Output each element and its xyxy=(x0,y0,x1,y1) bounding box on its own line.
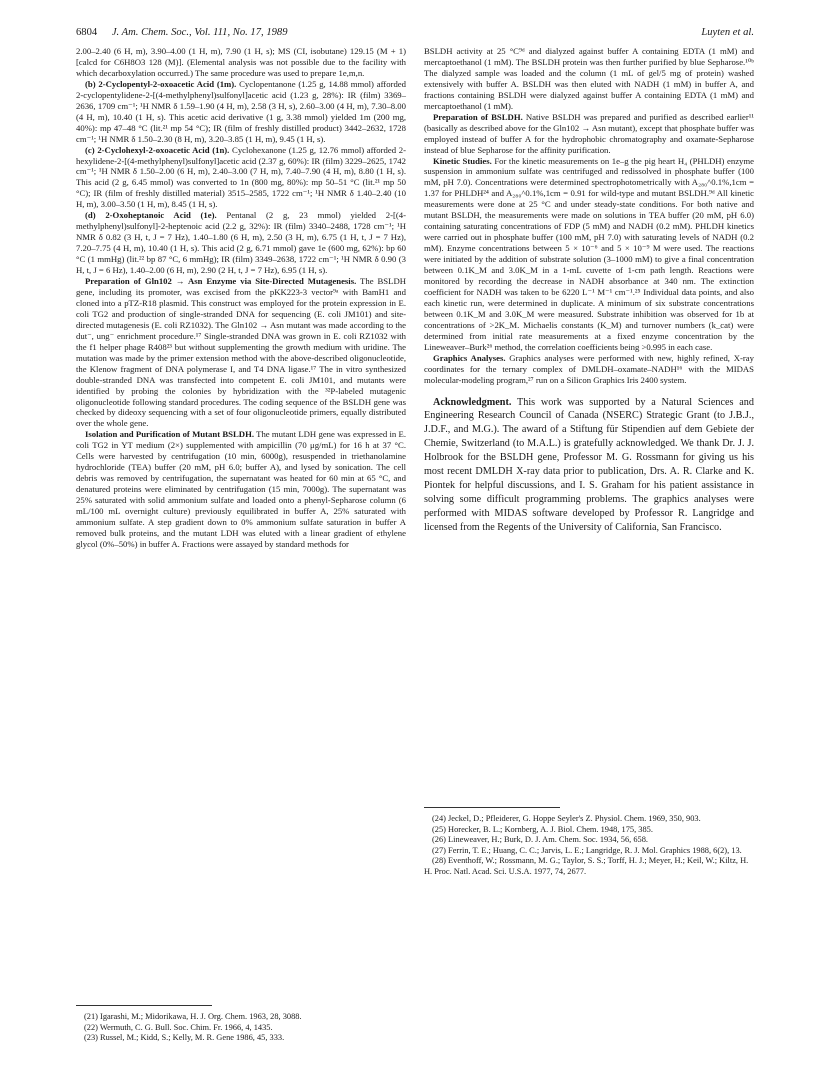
header-left xyxy=(76,26,288,40)
footnote: (23) Russel, M.; Kidd, S.; Kelly, M. R. Gene 1986, 45, 333. xyxy=(84,1033,285,1043)
paragraph xyxy=(424,46,754,112)
paragraph-heading: Graphics Analyses. xyxy=(433,352,506,363)
paragraph-text: Pentanal (2 g, 23 mmol) yielded 2-[(4-methylphenyl)sulfonyl]-2-heptenoic acid (2.2 g, 32%): IR (film) 3340–2488, 1728 cm⁻¹; ¹H NMR δ 0.82 (3 H, t, J = 7 Hz), 1.40–1.80 (6 H, m), 2.50 (3 H, m), 6.75 (1 H, t, J = 7 Hz), 7.20–7.75 (4 H, m), 10.40 (1 H, s). This acid (2 g, 6.71 mmol) gave 1e (600 mg, 62%): bp 60 °C (1 mmHg) (lit.²² bp 87 °C, 6 mmHg); IR (film) 3349–2638, 1722 cm⁻¹; ¹H NMR δ 0.90 (3 H, t, J = 6 Hz), 1.40–2.00 (6 H, m), 2.90 (2 H, t, J = 7 Hz), 6.95 (1 H, s). xyxy=(76,210,406,276)
footnote: (24) Jeckel, D.; Pfleiderer, G. Hoppe Seyler's Z. Physiol. Chem. 1969, 350, 903. xyxy=(432,814,701,823)
footnotes-right xyxy=(424,807,749,878)
paragraph xyxy=(76,429,406,549)
paragraph-heading: (b) 2-Cyclopentyl-2-oxoacetic Acid (1m). xyxy=(85,78,237,89)
paragraph xyxy=(76,276,406,429)
right-column xyxy=(424,46,754,535)
footnote: (21) Igarashi, M.; Midorikawa, H. J. Org. Chem. 1963, 28, 3088. xyxy=(84,1012,302,1021)
header-authors: Luyten et al. xyxy=(701,27,754,38)
paragraph xyxy=(76,79,406,145)
paragraph-text: Cyclohexanone (1.25 g, 12.76 mmol) afforded 2-hexylidene-2-[(4-methylphenyl)sulfonyl]acetic acid (2.37 g, 60%): IR (film) 3229–2625, 1742 cm⁻¹; ¹H NMR δ 1.50–2.00 (6 H, m), 2.40–3.00 (7 H, m), 7.40–7.90 (4 H, m), 8.80 (1 H, s). This acid (2 g, 6.45 mmol) was converted to 1n (800 mg, 80%): mp 50–51 °C (lit.²¹ mp 50 °C); IR (film of freshly distilled material) 3515–2585, 1722 cm⁻¹; ¹H NMR δ 1.40–2.40 (10 H, m), 3.00–3.50 (1 H, m), 8.45 (1 H, s). xyxy=(76,144,406,210)
paragraph-heading: (d) 2-Oxoheptanoic Acid (1e). xyxy=(85,210,217,221)
running-header xyxy=(76,26,754,40)
acknowledgment-section xyxy=(424,396,754,535)
paragraph-text: 2.00–2.40 (6 H, m), 3.90–4.00 (1 H, m), 7.90 (1 H, s); MS (CI, isobutane) 129.15 (M + 1) [calcd for C6H8O3 128 (M)]. (Elemental analysis was not possible due to the facility with which decarboxylation occurred.) The same procedure was used to prepare 1e,m,n. xyxy=(76,46,406,78)
footnote: (22) Wermuth, C. G. Bull. Soc. Chim. Fr. 1966, 4, 1435. xyxy=(84,1022,273,1032)
footnote: (27) Ferrin, T. E.; Huang, C. C.; Jarvis, L. E.; Langridge, R. J. Mol. Graphics 1988, 6(2), 13. xyxy=(432,845,742,855)
left-column xyxy=(76,46,406,550)
footnote: (25) Horecker, B. L.; Kornberg, A. J. Biol. Chem. 1948, 175, 385. xyxy=(432,824,653,834)
journal-citation: J. Am. Chem. Soc., Vol. 111, No. 17, 1989 xyxy=(111,27,288,38)
paragraph-text: Graphics analyses were performed with new, highly refined, X-ray coordinates for the ternary complex of DMLDH–oxamate–NADH¹⁶ with the MIDAS molecular-modeling program,²⁷ run on a Silicon Graphics Iris 2400 system. xyxy=(424,352,754,385)
acknowledgment-heading: Acknowledgment. xyxy=(433,396,512,408)
paragraph xyxy=(424,156,754,353)
paragraph-heading: Preparation of Gln102 → Asn Enzyme via Site-Directed Mutagenesis. xyxy=(85,276,357,287)
footnote: (28) Eventhoff, W.; Rossmann, M. G.; Taylor, S. S.; Torff, H. J.; Meyer, H.; Keil, W.; Kiltz, H. H. Proc. Natl. Acad. Sci. U.S.A. 1977, 74, 2677. xyxy=(424,856,749,876)
paragraph xyxy=(424,353,754,386)
paragraph xyxy=(76,145,406,211)
paragraph-heading: Kinetic Studies. xyxy=(433,155,492,166)
paragraph-text: The BSLDH gene, including its promoter, was excised from the pKK223-3 vector⁹ᵃ with BamH1 and cloned into a pTZ-R18 plasmid. This construct was employed for the protein expression in E. coli TG2 and production of single-stranded DNA for sequencing (E. coli JM101) and site-directed mutagenesis (E. coli RZ1032). The Gln102 → Asn mutant was made according to the dut⁻, ung⁻ enrichment procedure.¹⁷ Single-stranded DNA was grown in E. coli RZ1032 with the f1 helper phage R408²³ but without supplementing the growth medium with uridine. The mutation was made by the primer extension method with the above-described oligonucleotide, the Klenow fragment of DNA polymerase I, and T4 DNA ligase.¹⁷ The in vitro synthesized double-stranded DNA was transfected into competent E. coli JM101, and mutants were identified by probing the colonies by hybridization with the ³²P-labeled mutagenic oligonucleotide following standard procedures. The coding sequence of the BSLDH gene was checked by dideoxy sequencing with a set of four oligonucleotide primers, equally distributed over the whole gene. xyxy=(76,276,406,429)
paragraph-heading: Preparation of BSLDH. xyxy=(433,111,523,122)
paragraph-text: BSLDH activity at 25 °C⁹ᵈ and dialyzed against buffer A containing EDTA (1 mM) and mercaptoethanol (1 mM). The BSLDH protein was then further purified by blue Sepharose.¹⁰ᵇ The dialyzed sample was loaded and the column (1 mL of gel/5 mg of protein) washed extensively with buffer A. BSLDH was then eluted with NADH (1 mM) in buffer A, and fractions containing BSLDH were dialyzed against buffer A containing EDTA (1 mM) and mercaptoethanol (1 mM). xyxy=(424,46,754,111)
paragraph xyxy=(76,46,406,79)
paragraph-text: The mutant LDH gene was expressed in E. coli TG2 in YT medium (2×) supplemented with ampicillin (70 μg/mL) for 16 h at 37 °C. Cells were harvested by centrifugation (10 min, 6000g), resuspended in triethanolamine hydrochloride (TEA) buffer (20 mM, pH 6.0; buffer A), and lysed by sonication. The cell debris was removed by centrifugation, the supernatant was heated for 60 min at 65 °C, and denatured proteins were eliminated by centrifugation (15 min, 7000g). The supernatant was 25% saturated with solid ammonium sulfate and loaded onto a phenyl-Sepharose column (6 mL/100 mL overnight culture) previously equilibrated in buffer A, 25% saturated with ammonium sulfate. A step gradient down to 0% ammonium sulfate saturation in buffer A removed bulk proteins, and the mutant LDH was eluted with a linear gradient of ethylene glycol (0%–50%) in buffer A. Fractions were assayed by standard methods for xyxy=(76,429,406,549)
page-number: 6804 xyxy=(76,27,98,38)
paragraph-text: Native BSLDH was prepared and purified as described earlier¹¹ (basically as described above for the Gln102 → Asn mutant), except that phosphate buffer was employed instead of buffer A for the hydrophobic chromatography and oxamate-Sepharose instead of blue Sepharose for the affinity purification. xyxy=(424,111,754,155)
paragraph-text: Cyclopentanone (1.25 g, 14.88 mmol) afforded 2-cyclopentylidene-2-[(4-methylphenyl)sulfonyl]acetic acid (1.23 g, 28%): IR (film) 3369–2636, 1709 cm⁻¹; ¹H NMR δ 1.59–1.90 (4 H, m), 2.58 (3 H, s), 2.60–3.00 (4 H, m), 7.30–8.00 (4 H, m), 10.40 (1 H, s). This acetic acid derivative (1 g, 3.38 mmol) yielded 1m (200 mg, 40%): mp 47–48 °C (lit.²¹ mp 54 °C); IR (film of freshly distilled product) 3442–2632, 1728 cm⁻¹; ¹H NMR δ 1.50–2.30 (8 H, m), 3.20–3.85 (1 H, m), 9.45 (1 H, s). xyxy=(76,78,406,144)
acknowledgment-text: This work was supported by a Natural Sciences and Engineering Research Council of Canada (NSERC) Strategic Grant (to J.B.J., J.D.F., and M.G.). The award of a Stiftung für Stipendien auf dem Gebiete der Chemie, Switzerland (to M.A.L.) is gratefully acknowledged. We thank Dr. J. J. Holbrook for the BSLDH gene, Professor M. G. Rossmann for giving us his most recent DMLDH X-ray data prior to publication, Drs. A. R. Clarke and K. Piontek for helpful discussions, and I. S. Graham for his patient assistance in solving some difficult programming problems. The graphics analyses were performed with MIDAS software developed by Professor R. Langridge and licensed from the Regents of the University of California, San Francisco. xyxy=(424,396,754,533)
paragraph-text: For the kinetic measurements on 1e–g the pig heart H₄ (PHLDH) enzyme suspension in ammonium sulfate was centrifuged and redissolved in phosphate buffer (100 mM, pH 7.0). Concentrations were determined spectrophotometrically with A₂₈₀^0.1%,1cm = 1.37 for PHLDH²⁴ and A₂₈₀^0.1%,1cm = 0.91 for wild-type and mutant BSLDH.⁹ᵈ All kinetic measurements were done at 25 °C and under steady-state conditions. For both native and mutant BSLDH, the measurements were made on solutions in TEA buffer (20 mM, pH 6.0) containing saturating concentrations of FDP (5 mM) and NADH (0.2 mM). PHLDH kinetics were carried out in phosphate buffer (100 mM, pH 7.0) with saturating levels of NADH (0.2 mM). Enzyme concentrations between 5 × 10⁻⁶ and 5 × 10⁻⁹ M were used. The reactions were initiated by the addition of substrate solution (3–1000 mM) to give a final concentration between 0.1K_M and 3.0K_M in a 1-mL cuvette of 1-cm path length. Reactions were monitored by recording the decrease in NADH absorbance at 340 nm. The extinction coefficient for NADH was taken to be 6220 L⁻¹ M⁻¹ cm⁻¹.²⁵ Individual data points, and also each kinetic run, were determined in duplicate. A minimum of six substrate concentrations between 0.1K_M and 3.0K_M were measured. Substrate inhibition was observed for 1b at concentrations of >2K_M. Michaelis constants (K_M) and turnover numbers (k_cat) were determined from initial rate measurements at a fixed enzyme concentration by the Lineweaver–Burk²⁶ method, the correlation coefficients being >0.995 in each case. xyxy=(424,155,755,352)
paragraph xyxy=(424,396,754,535)
paragraph-heading: Isolation and Purification of Mutant BSLDH. xyxy=(85,429,255,440)
paragraph-heading: (c) 2-Cyclohexyl-2-oxoacetic Acid (1n). xyxy=(85,144,230,155)
paragraph xyxy=(76,210,406,276)
footnote: (26) Lineweaver, H.; Burk, D. J. Am. Chem. Soc. 1934, 56, 658. xyxy=(432,835,648,845)
paragraph xyxy=(424,112,754,156)
footnotes-left xyxy=(76,1005,302,1044)
